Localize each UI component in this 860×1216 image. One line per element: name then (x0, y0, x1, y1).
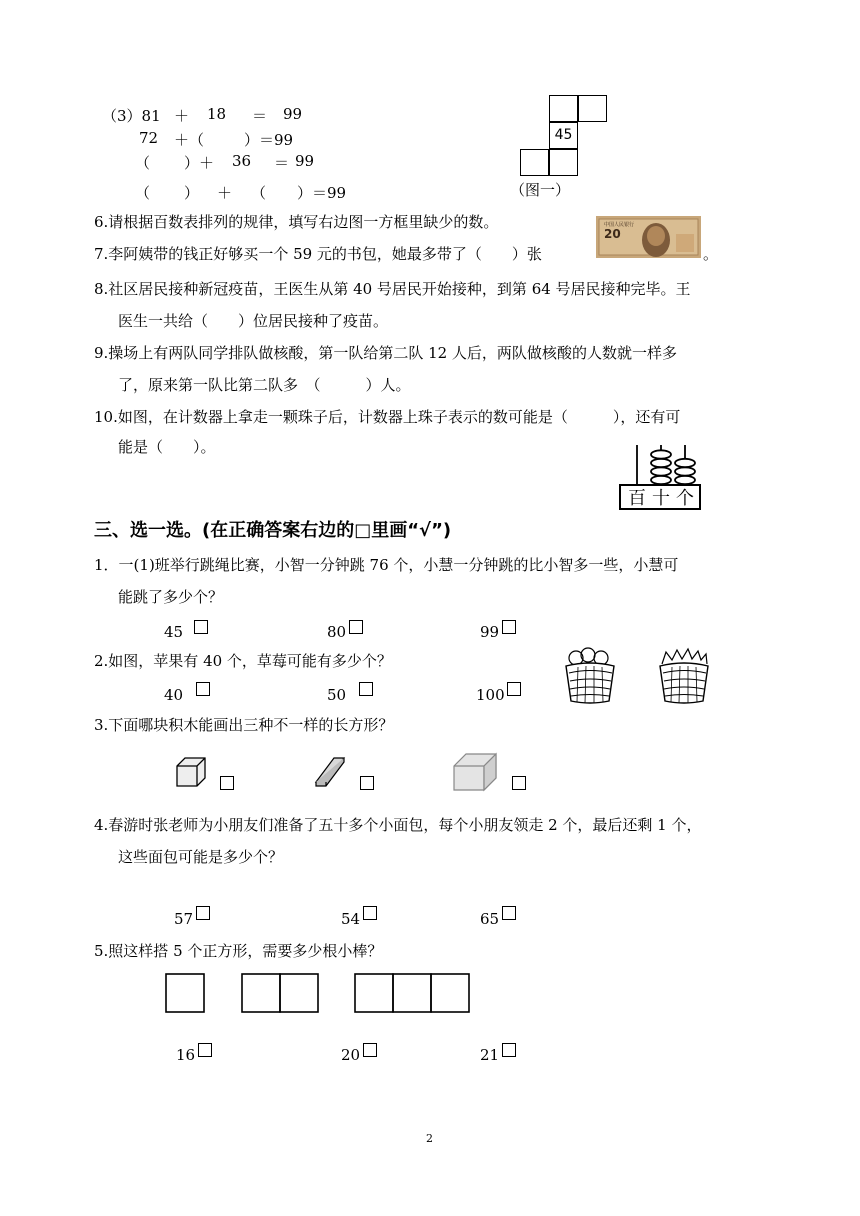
cuboid-block-image (452, 752, 498, 792)
eq3-eq: ＝ (274, 154, 290, 172)
abacus-bead (651, 476, 671, 484)
abacus-bead (675, 467, 695, 475)
banknote-text: 中国人民银行 (604, 222, 635, 228)
q2-option-b: 50 (327, 686, 347, 704)
eq3-b: ）＋ (184, 154, 215, 172)
q3-checkbox-b[interactable] (360, 776, 374, 790)
q4-checkbox-c[interactable] (502, 906, 516, 920)
q4-option-b: 54 (341, 910, 361, 928)
q4-option-c: 65 (480, 910, 500, 928)
question-6: 6.请根据百数表排列的规律，填写右边图一方框里缺少的数。 (94, 213, 499, 231)
q2-checkbox-a[interactable] (196, 682, 210, 696)
question-2: 2.如图，苹果有 40 个，草莓可能有多少个？ (94, 652, 392, 670)
grid-cell (520, 149, 549, 176)
q2-checkbox-c[interactable] (507, 682, 521, 696)
q2-option-c: 100 (476, 686, 505, 704)
q3-checkbox-c[interactable] (512, 776, 526, 790)
eq2-b: ）＝99 (244, 131, 294, 149)
q4-option-a: 57 (174, 910, 194, 928)
flat-board-block-image (314, 756, 346, 788)
question-3: 3.下面哪块积木能画出三种不一样的长方形？ (94, 716, 394, 734)
eq4-op: ＋ (217, 184, 233, 202)
q4-checkbox-b[interactable] (363, 906, 377, 920)
q1-checkbox-a[interactable] (194, 620, 208, 634)
grid-cell-given: 45 (549, 122, 578, 149)
eq3-r: 99 (295, 152, 315, 170)
matchstick-squares-figure (164, 972, 474, 1016)
eq1-eq: ＝ (252, 107, 268, 125)
question-4-line2: 这些面包可能是多少个？ (118, 848, 284, 866)
question-8-line1: 8.社区居民接种新冠疫苗，王医生从第 40 号居民开始接种，到第 64 号居民接种完毕。王 (94, 280, 691, 298)
question-10-line2: 能是（ ）。 (118, 438, 216, 456)
eq4-a: （ (135, 184, 151, 202)
figure-caption: （图一） (510, 181, 571, 199)
eq1-b: 18 (207, 105, 227, 123)
q1-option-c: 99 (480, 623, 500, 641)
q2-checkbox-b[interactable] (359, 682, 373, 696)
section-3-heading: 三、选一选。(在正确答案右边的□里画“√”) (94, 520, 452, 541)
eq3-a: （ (135, 154, 151, 172)
apple-basket-image (564, 646, 616, 704)
q1-option-a: 45 (164, 623, 184, 641)
eq1-op: ＋ (174, 107, 190, 125)
grid-cell (549, 149, 578, 176)
page-number: 2 (426, 1132, 433, 1145)
eq4-c: （ (251, 184, 267, 202)
q5-checkbox-a[interactable] (198, 1043, 212, 1057)
q4-checkbox-a[interactable] (196, 906, 210, 920)
eq4-b: ） (184, 184, 200, 202)
strawberry-basket-image (658, 646, 710, 704)
question-7-end: 。 (703, 245, 719, 263)
q1-option-b: 80 (327, 623, 347, 641)
eq1-r: 99 (283, 105, 303, 123)
abacus-bead (651, 459, 671, 467)
grid-cell (549, 95, 578, 122)
question-9-line1: 9.操场上有两队同学排队做核酸，第一队给第二队 12 人后，两队做核酸的人数就一样多 (94, 344, 677, 362)
eq2-op: ＋（ (174, 131, 205, 149)
q5-option-a: 16 (176, 1046, 196, 1064)
q1-checkbox-c[interactable] (502, 620, 516, 634)
q1-checkbox-b[interactable] (349, 620, 363, 634)
eq4-d: ）＝99 (297, 184, 347, 202)
abacus-label-ones: 个 (676, 488, 694, 509)
eq3-c: 36 (232, 152, 252, 170)
eq1-a: （3）81 (102, 107, 161, 125)
banknote-number: 20 (604, 227, 621, 241)
q3-checkbox-a[interactable] (220, 776, 234, 790)
eq2-a: 72 (139, 129, 159, 147)
q2-option-a: 40 (164, 686, 184, 704)
abacus-label-tens: 十 (652, 488, 670, 509)
question-8-line2: 医生一共给（ ）位居民接种了疫苗。 (118, 312, 389, 330)
q5-checkbox-b[interactable] (363, 1043, 377, 1057)
question-9-line2: 了，原来第一队比第二队多 （ ）人。 (118, 376, 411, 394)
question-7: 7.李阿姨带的钱正好够买一个 59 元的书包，她最多带了（ ）张 (94, 245, 542, 263)
abacus-bead (675, 476, 695, 484)
q5-option-c: 21 (480, 1046, 500, 1064)
question-10-line1: 10.如图，在计数器上拿走一颗珠子后，计数器上珠子表示的数可能是（ ），还有可 (94, 408, 681, 426)
abacus-label-hundreds: 百 (628, 488, 646, 509)
abacus-figure (618, 443, 702, 511)
question-1-line1: 1．一(1)班举行跳绳比赛，小智一分钟跳 76 个，小慧一分钟跳的比小智多一些，小慧可 (94, 556, 679, 574)
abacus-bead (651, 467, 671, 475)
abacus-bead (651, 450, 671, 458)
q5-checkbox-c[interactable] (502, 1043, 516, 1057)
grid-cell (578, 95, 607, 122)
question-1-line2: 能跳了多少个？ (118, 588, 224, 606)
question-5: 5.照这样搭 5 个正方形，需要多少根小棒？ (94, 942, 383, 960)
abacus-bead (675, 459, 695, 467)
question-4-line1: 4.春游时张老师为小朋友们准备了五十多个小面包，每个小朋友领走 2 个，最后还剩 1 个， (94, 816, 702, 834)
q5-option-b: 20 (341, 1046, 361, 1064)
banknote-image (596, 216, 701, 258)
cube-block-image (175, 756, 207, 788)
